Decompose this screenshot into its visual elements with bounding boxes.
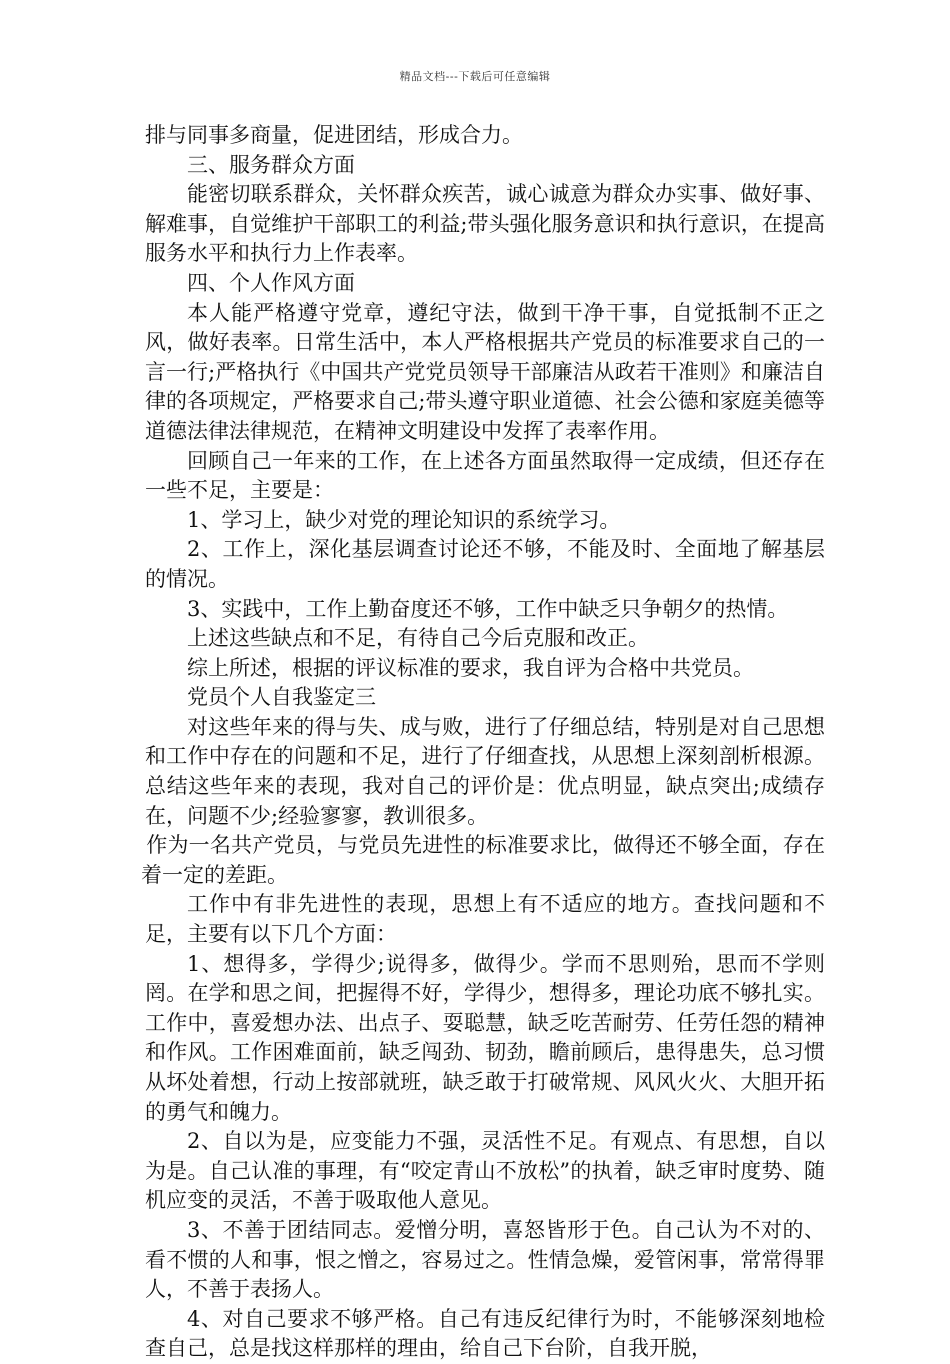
section-heading: 党员个人自我鉴定三 (187, 685, 376, 710)
section-heading: 四、个人作风方面 (187, 270, 355, 295)
paragraph: 作为一名共产党员，与党员先进性的标准要求比，做得还不够全面，存在着一定的差距。 (141, 833, 825, 887)
list-item: 3、不善于团结同志。爱憎分明，喜怒皆形于色。自己认为不对的、看不惯的人和事，恨之憎之，容易过之。性情急燥，爱管闲事，常常得罪人，不善于表扬人。 (145, 1217, 825, 1302)
paragraph: 排与同事多商量，促进团结，形成合力。 (145, 123, 523, 147)
paragraph: 上述这些缺点和不足，有待自己今后克服和改正。 (187, 626, 649, 651)
list-item: 2、工作上，深化基层调查讨论还不够，不能及时、全面地了解基层的情况。 (145, 537, 825, 591)
paragraph: 对这些年来的得与失、成与败，进行了仔细总结，特别是对自己思想和工作中存在的问题和不足，进行了仔细查找，从思想上深刻剖析根源。总结这些年来的表现，我对自己的评价是：优点明显，缺点突出;成绩存在，问题不少;经验寥寥，教训很多。 (145, 714, 825, 828)
section-heading: 三、服务群众方面 (187, 152, 355, 177)
list-item: 4、对自己要求不够严格。自己有违反纪律行为时，不能够深刻地检查自己，总是找这样那样的理由，给自己下台阶，自我开脱， (145, 1306, 825, 1361)
list-item: 2、自以为是，应变能力不强，灵活性不足。有观点、有思想，自以为是。自己认准的事理，有“咬定青山不放松”的执着，缺乏审时度势、随机应变的灵活，不善于吸取他人意见。 (145, 1129, 825, 1213)
paragraph: 能密切联系群众，关怀群众疾苦，诚心诚意为群众办实事、做好事、解难事，自觉维护干部职工的利益;带头强化服务意识和执行意识，在提高服务水平和执行力上作表率。 (145, 182, 825, 266)
page-header: 精品文档---下载后可任意编辑 (399, 70, 551, 83)
list-item: 3、实践中，工作上勤奋度还不够，工作中缺乏只争朝夕的热情。 (187, 596, 789, 621)
paragraph: 综上所述，根据的评议标准的要求，我自评为合格中共党员。 (187, 655, 754, 680)
list-item: 1、学习上，缺少对党的理论知识的系统学习。 (187, 507, 621, 532)
paragraph: 本人能严格遵守党章，遵纪守法，做到干净干事，自觉抵制不正之风，做好表率。日常生活中，本人严格根据共产党员的标准要求自己的一言一行;严格执行《中国共产党党员领导干部廉洁从政若干准则》和廉洁自律的各项规定，严格要求自己;带头遵守职业道德、社会公德和家庭美德等道德法律法律规范，在精神文明建设中发挥了表率作用。 (145, 300, 825, 443)
document-body (141, 121, 825, 1364)
paragraph: 回顾自己一年来的工作，在上述各方面虽然取得一定成绩，但还存在一些不足，主要是： (145, 448, 825, 503)
list-item: 1、想得多，学得少;说得多，做得少。学而不思则殆，思而不学则罔。在学和思之间，把握得不好，学得少，想得多，理论功底不够扎实。工作中，喜爱想办法、出点子、耍聪慧，缺乏吃苦耐劳、任劳任怨的精神和作风。工作困难面前，缺乏闯劲、韧劲，瞻前顾后，患得患失，总习惯从坏处着想，行动上按部就班，缺乏敢于打破常规、风风火火、大胆开拓的勇气和魄力。 (145, 951, 825, 1124)
paragraph: 工作中有非先进性的表现，思想上有不适应的地方。查找问题和不足，主要有以下几个方面： (145, 892, 825, 947)
